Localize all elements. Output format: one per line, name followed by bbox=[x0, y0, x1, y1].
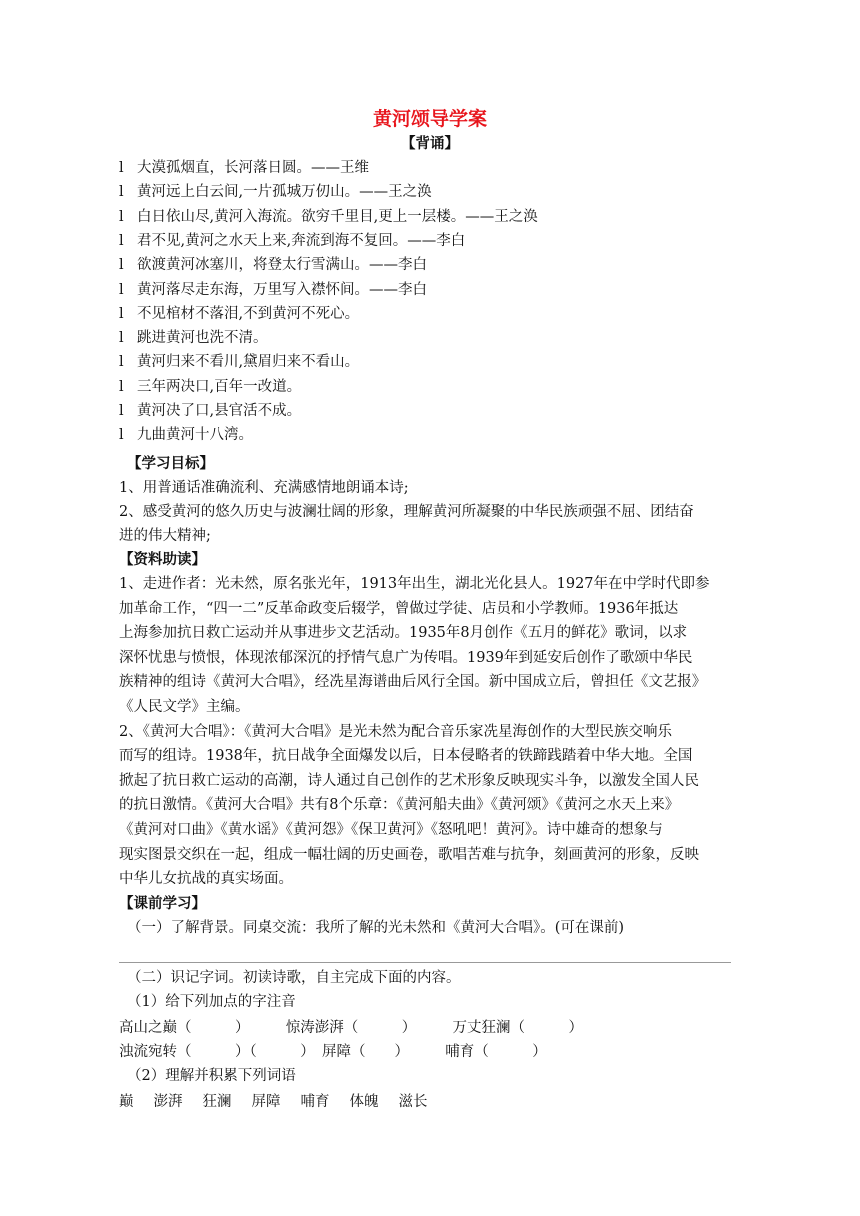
poem-bullet: l bbox=[119, 330, 124, 347]
poem-bullet: l bbox=[119, 208, 124, 225]
section-heading-goals: 【学习目标】 bbox=[127, 456, 214, 472]
poem-text: 跳进黄河也洗不清。 bbox=[137, 330, 268, 347]
poem-bullet: l bbox=[119, 354, 124, 371]
poem-line bbox=[119, 229, 465, 253]
material-line: 中华儿女抗战的真实场面。 bbox=[119, 871, 293, 888]
section-heading-prestudy: 【课前学习】 bbox=[119, 896, 206, 912]
vocab-word: 屏障 bbox=[251, 1094, 281, 1110]
poem-bullet: l bbox=[119, 305, 124, 322]
vocab-word: 巅 bbox=[119, 1094, 134, 1110]
poem-bullet: l bbox=[119, 160, 124, 176]
material-line: 现实图景交织在一起，组成一幅壮阔的历史画卷，歌唱苦难与抗争，刻画黄河的形象，反映 bbox=[119, 846, 699, 863]
poem-line bbox=[119, 326, 268, 350]
poem-line bbox=[119, 302, 359, 326]
material-line: 掀起了抗日救亡运动的高潮，诗人通过自己创作的艺术形象反映现实斗争，以激发全国人民 bbox=[119, 772, 699, 789]
vocab-word: 澎湃 bbox=[153, 1094, 183, 1110]
goal-line: 进的伟大精神; bbox=[119, 528, 211, 544]
poem-bullet: l bbox=[119, 427, 124, 444]
material-line: 族精神的组诗《黄河大合唱》，经冼星海谱曲后风行全国。新中国成立后，曾担任《文艺报》 bbox=[119, 674, 707, 691]
vocab-word: 狂澜 bbox=[202, 1094, 232, 1110]
poem-text: 君不见,黄河之水天上来,奔流到海不复回。——李白 bbox=[137, 232, 466, 249]
poem-line bbox=[119, 278, 427, 302]
prestudy-item-1: （一）了解背景。同桌交流：我所了解的光未然和《黄河大合唱》。(可在课前) bbox=[127, 920, 625, 936]
poem-text: 黄河归来不看川,黛眉归来不看山。 bbox=[137, 354, 360, 371]
vocab-word-list bbox=[119, 1090, 448, 1114]
poem-line bbox=[119, 205, 538, 229]
material-line: 《黄河对口曲》《黄水谣》《黄河怨》《保卫黄河》《怒吼吧！黄河》。诗中雄奇的想象与 bbox=[119, 822, 663, 838]
poem-text: 九曲黄河十八湾。 bbox=[137, 427, 253, 444]
vocab-word: 哺育 bbox=[300, 1094, 330, 1110]
material-line: 2、《黄河大合唱》：《黄河大合唱》是光未然为配合音乐家冼星海创作的大型民族交响乐 bbox=[119, 723, 672, 740]
material-line: 《人民文学》主编。 bbox=[119, 699, 250, 715]
poem-line bbox=[119, 375, 301, 399]
poem-line bbox=[119, 156, 369, 180]
poem-bullet: l bbox=[119, 184, 124, 201]
poem-bullet: l bbox=[119, 378, 124, 395]
material-line: 深怀忧患与愤恨，体现浓郁深沉的抒情气息广为传唱。1939年到延安后创作了歌颂中华民 bbox=[119, 649, 693, 666]
section-heading-materials: 【资料助读】 bbox=[119, 552, 206, 568]
poem-text: 黄河决了口,县官活不成。 bbox=[137, 403, 302, 419]
pinyin-exercise-row: 高山之巅（ ） 惊涛澎湃（ ） 万丈狂澜（ ） bbox=[119, 1020, 583, 1036]
material-line: 的抗日激情。《黄河大合唱》共有8个乐章：《黄河船夫曲》《黄河颂》《黄河之水天上来》 bbox=[119, 797, 680, 814]
vocab-word: 滋长 bbox=[398, 1094, 428, 1110]
answer-divider-line bbox=[119, 962, 731, 963]
poem-line bbox=[119, 180, 432, 204]
goal-line: 2、感受黄河的悠久历史与波澜壮阔的形象，理解黄河所凝聚的中华民族顽强不屈、团结奋 bbox=[119, 504, 694, 520]
material-line: 而写的组诗。1938年，抗日战争全面爆发以后，日本侵略者的铁蹄践踏着中华大地。全国 bbox=[119, 748, 693, 765]
poem-text: 不见棺材不落泪,不到黄河不死心。 bbox=[137, 305, 360, 322]
poem-bullet: l bbox=[119, 403, 124, 419]
poem-line bbox=[119, 253, 427, 277]
material-line: 上海参加抗日救亡运动并从事进步文艺活动。1935年8月创作《五月的鲜花》歌词，以求 bbox=[119, 625, 688, 642]
pinyin-instruction: （1）给下列加点的字注音 bbox=[127, 994, 296, 1010]
poem-text: 大漠孤烟直，长河落日圆。——王维 bbox=[137, 160, 369, 176]
section-heading-recite: 【背诵】 bbox=[401, 136, 459, 152]
material-line: 1、走进作者：光未然，原名张光年，1913年出生，湖北光化县人。1927年在中学时代即参 bbox=[119, 576, 710, 592]
pinyin-exercise-row: 浊流宛转（ ）（ ） 屏障（ ） 哺育（ ） bbox=[119, 1044, 547, 1060]
poem-bullet: l bbox=[119, 281, 124, 298]
page-title: 黄河颂导学案 bbox=[372, 108, 487, 130]
material-line: 加革命工作，“四一二”反革命政变后辍学，曾做过学徒、店员和小学教师。1936年抵达 bbox=[119, 600, 679, 617]
poem-text: 黄河远上白云间,一片孤城万仞山。——王之涣 bbox=[137, 184, 432, 201]
poem-text: 黄河落尽走东海，万里写入襟怀间。——李白 bbox=[137, 281, 427, 298]
vocab-instruction: （2）理解并积累下列词语 bbox=[127, 1068, 296, 1084]
poem-text: 欲渡黄河冰塞川，将登太行雪满山。——李白 bbox=[137, 257, 427, 274]
goal-line: 1、用普通话准确流利、充满感情地朗诵本诗; bbox=[119, 480, 409, 496]
vocab-word: 体魄 bbox=[349, 1094, 379, 1110]
poem-line bbox=[119, 423, 253, 447]
prestudy-item-2: （二）识记字词。初读诗歌，自主完成下面的内容。 bbox=[127, 970, 461, 986]
poem-bullet: l bbox=[119, 232, 124, 249]
poem-text: 白日依山尽,黄河入海流。欲穷千里目,更上一层楼。——王之涣 bbox=[137, 208, 538, 225]
poem-text: 三年两决口,百年一改道。 bbox=[137, 378, 302, 395]
poem-bullet: l bbox=[119, 257, 124, 274]
poem-line bbox=[119, 350, 359, 374]
poem-line bbox=[119, 399, 301, 423]
